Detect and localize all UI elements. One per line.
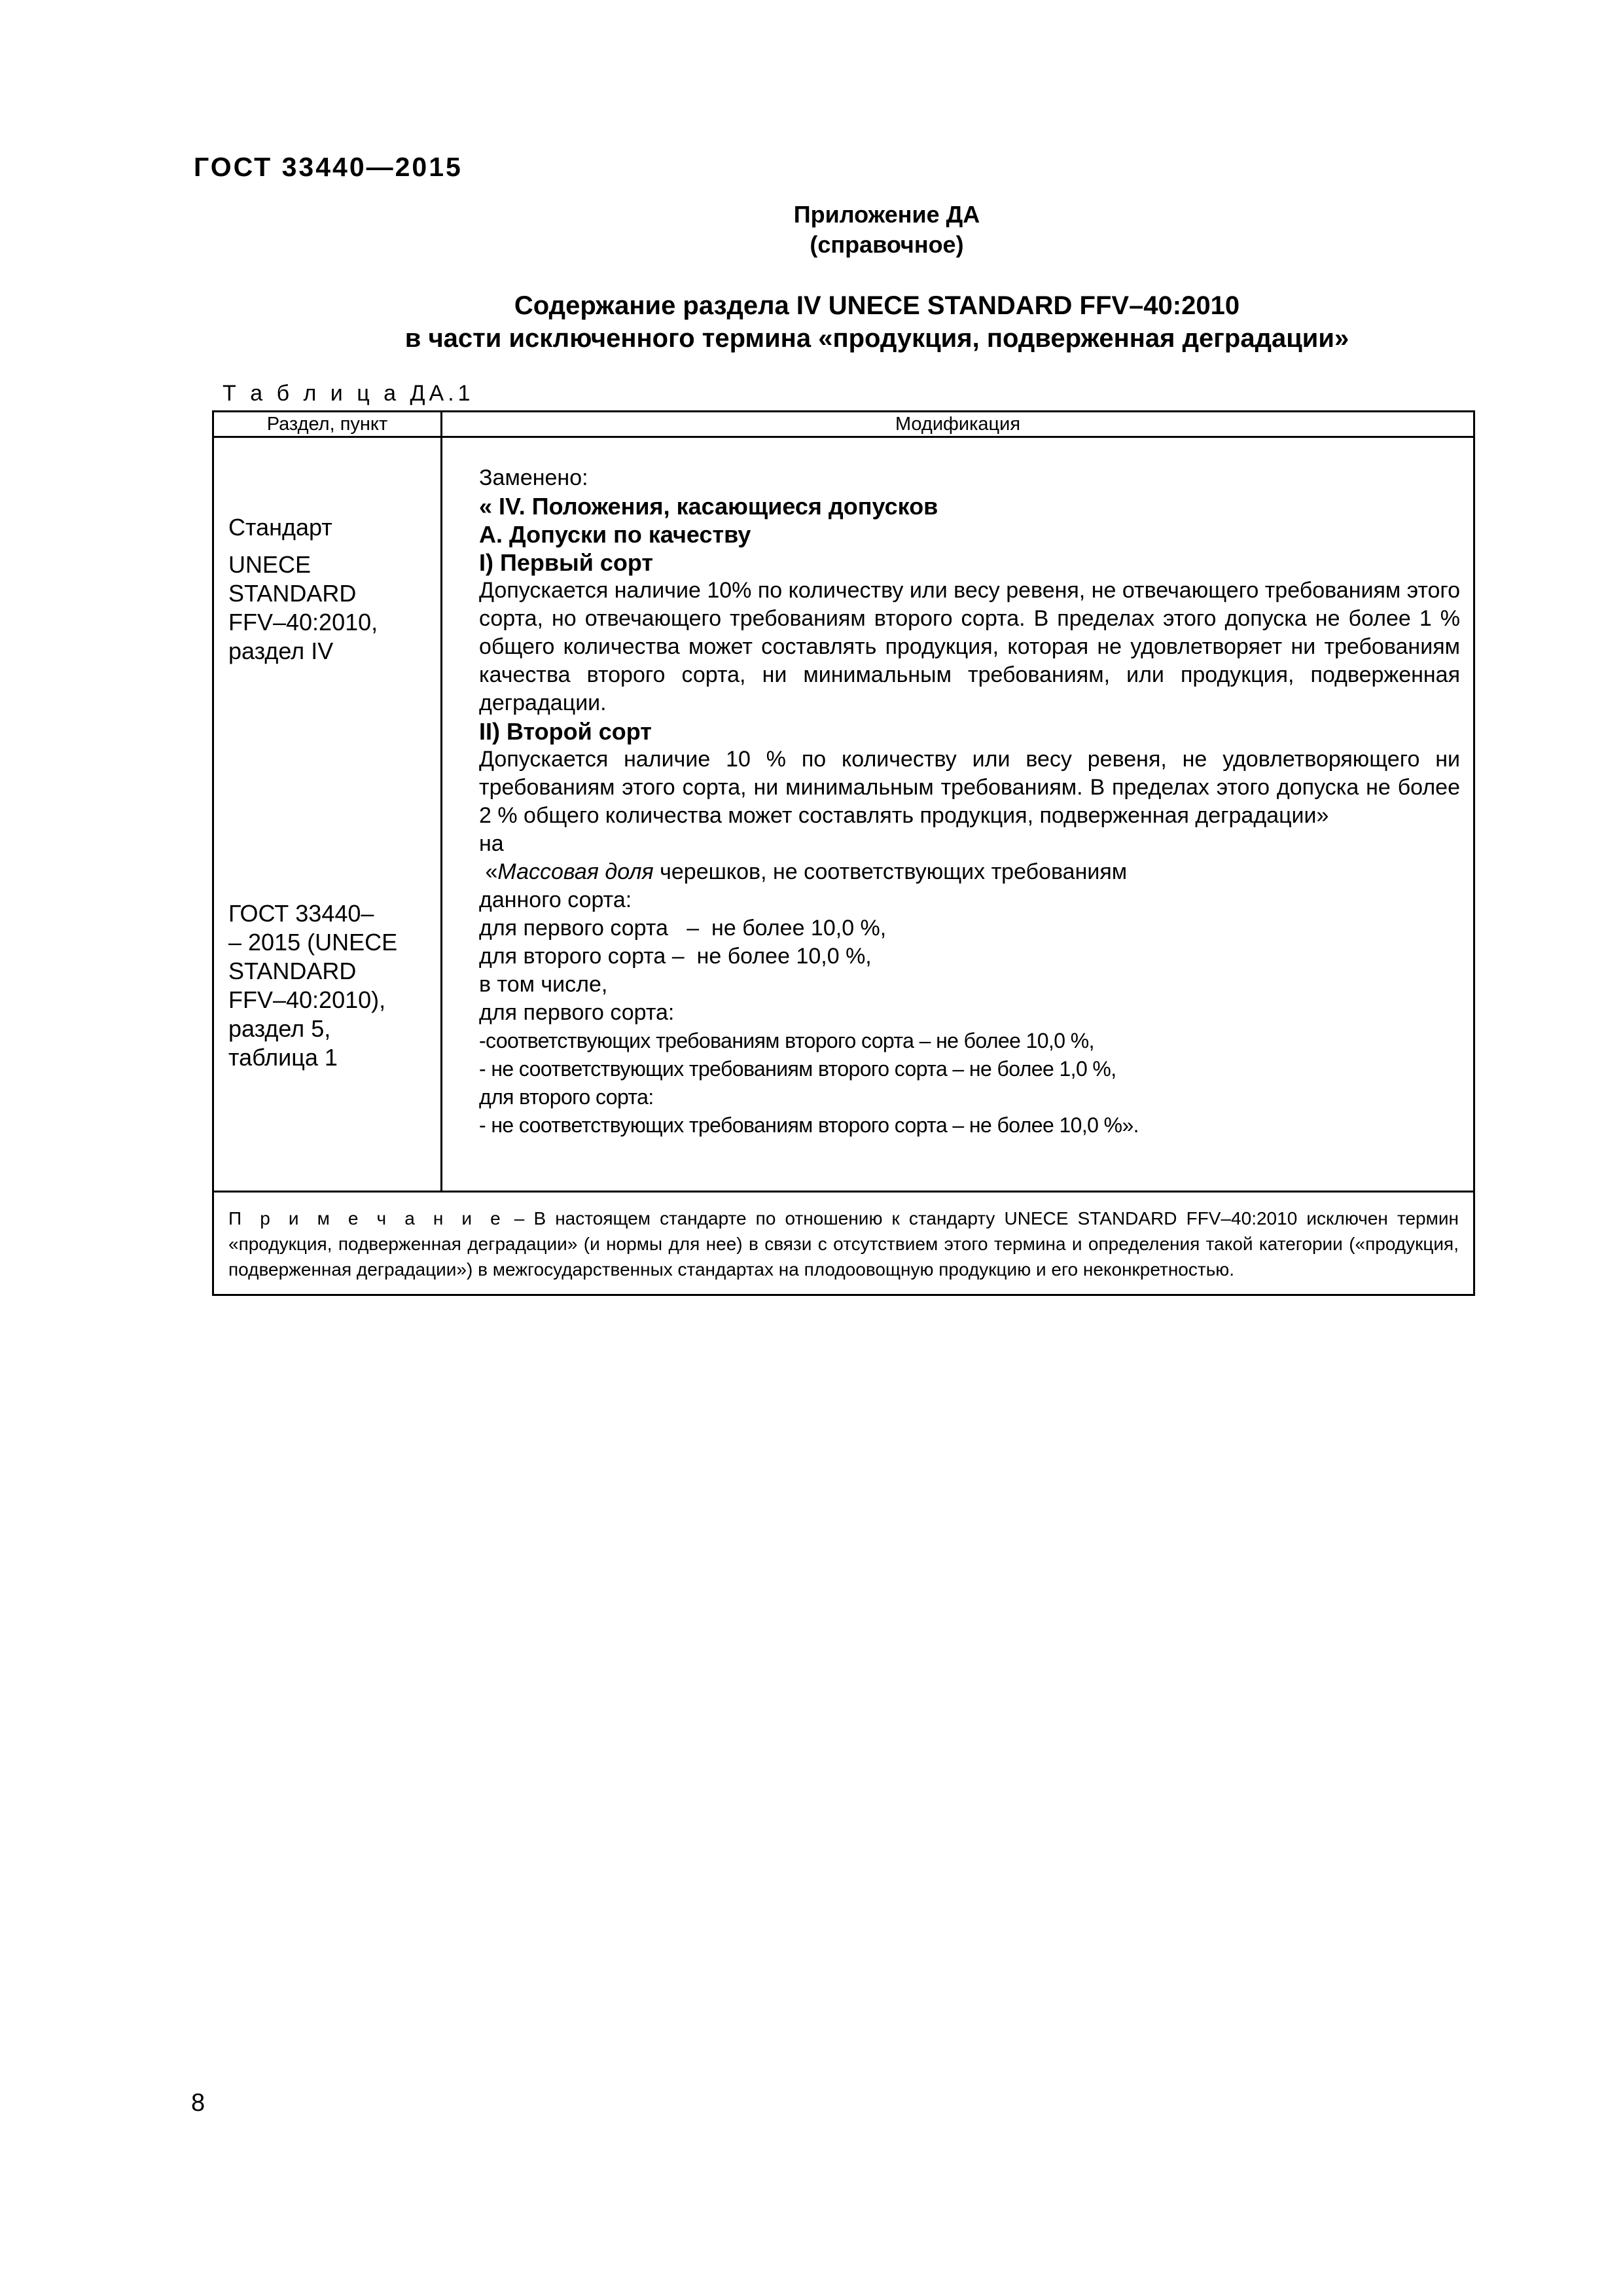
norm-line: в том числе, bbox=[479, 972, 608, 997]
ref-line: таблица 1 bbox=[228, 1044, 338, 1071]
quote-mark: « bbox=[485, 859, 498, 884]
gost-reference bbox=[228, 899, 431, 1072]
norm-line: - не соответствующих требованиям второго сорта – не более 10,0 %». bbox=[479, 1113, 1139, 1137]
norm-line: для первого сорта: bbox=[479, 1000, 675, 1025]
norm-line: для первого сорта – не более 10,0 %, bbox=[479, 916, 887, 941]
note-cell bbox=[213, 1192, 1474, 1295]
section-title-line-1: Содержание раздела IV UNECE STANDARD FFV–40:2010 bbox=[514, 291, 1240, 320]
mass-fraction-rest: черешков, не соответствующих требованиям bbox=[653, 859, 1128, 884]
norm-line: - не соответствующих требованиям второго сорта – не более 1,0 %, bbox=[479, 1057, 1116, 1081]
norm-line: для второго сорта: bbox=[479, 1085, 654, 1109]
standard-label: Стандарт bbox=[228, 514, 332, 541]
grade-1-title: I) Первый сорт bbox=[479, 549, 654, 576]
table-row bbox=[213, 437, 1474, 1192]
annex-type: (справочное) bbox=[810, 231, 964, 258]
subsection-a-title: А. Допуски по качеству bbox=[479, 521, 751, 548]
mass-fraction-term: Массовая доля bbox=[497, 859, 654, 884]
ref-line: FFV–40:2010), bbox=[228, 986, 386, 1013]
grade-1-text: Допускается наличие 10% по количеству или весу ревеня, не отвечающего требованиям этого сорта, но отвечающего требованиям второго сорта. В пределах этого допуска не более 1 % общего количества может составлять продукция, которая не удовлетворяет ни требованиям качества второго сорта, ни минимальным требованиям, или продукция, подверженная деградации. bbox=[479, 578, 1460, 715]
header-modification: Модификация bbox=[442, 412, 1474, 437]
ref-line: ГОСТ 33440– bbox=[228, 900, 374, 927]
header-section: Раздел, пункт bbox=[213, 412, 442, 437]
norm-line: данного сорта: bbox=[479, 888, 632, 912]
section-cell bbox=[213, 437, 442, 1192]
ref-line: раздел IV bbox=[228, 637, 334, 664]
modification-table bbox=[212, 410, 1475, 1296]
table-header-row bbox=[213, 412, 1474, 437]
note-label: П р и м е ч а н и е bbox=[228, 1208, 505, 1229]
unece-reference bbox=[228, 550, 425, 666]
on-label: на bbox=[479, 831, 504, 856]
annex-heading bbox=[753, 200, 1021, 260]
note-row bbox=[213, 1192, 1474, 1295]
norm-line: для второго сорта – не более 10,0 %, bbox=[479, 944, 872, 969]
section-title-line-2: в части исключенного термина «продукция, подверженная деградации» bbox=[404, 324, 1349, 353]
table-caption: Т а б л и ц а ДА.1 bbox=[223, 381, 474, 406]
ref-line: STANDARD bbox=[228, 958, 357, 984]
ref-line: STANDARD bbox=[228, 580, 357, 607]
ref-line: FFV–40:2010, bbox=[228, 609, 378, 636]
note-text: – В настоящем стандарте по отношению к стандарту UNECE STANDARD FFV–40:2010 исключен термин «продукция, подверженная деградации» (и нормы для нее) в связи с отсутствием этого термина и определения такой категории («продукция, подверженная деградации») в межгосударственных стандартах на плодоовощную продукцию и его неконкретностью. bbox=[228, 1208, 1459, 1280]
section-title bbox=[196, 289, 1558, 355]
ref-line: – 2015 (UNECE bbox=[228, 929, 398, 956]
grade-2-text: Допускается наличие 10 % по количеству или весу ревеня, не удовлетворяющего ни требованиям этого сорта, ни минимальным требованиям. В пределах этого допуска не более 2 % общего количества может составлять продукция, подверженная деградации» bbox=[479, 747, 1460, 828]
ref-line: раздел 5, bbox=[228, 1015, 331, 1042]
annex-title: Приложение ДА bbox=[793, 201, 980, 228]
replaced-label: Заменено: bbox=[479, 465, 588, 490]
section-iv-title: « IV. Положения, касающиеся допусков bbox=[479, 493, 938, 520]
page-number: 8 bbox=[191, 2089, 205, 2117]
ref-line: UNECE bbox=[228, 551, 312, 578]
mass-fraction-line bbox=[479, 858, 1460, 886]
document-code: ГОСТ 33440—2015 bbox=[194, 152, 463, 182]
modification-cell bbox=[442, 437, 1474, 1192]
grade-2-title: II) Второй сорт bbox=[479, 718, 652, 745]
norm-line: -соответствующих требованиям второго сорта – не более 10,0 %, bbox=[479, 1029, 1094, 1052]
